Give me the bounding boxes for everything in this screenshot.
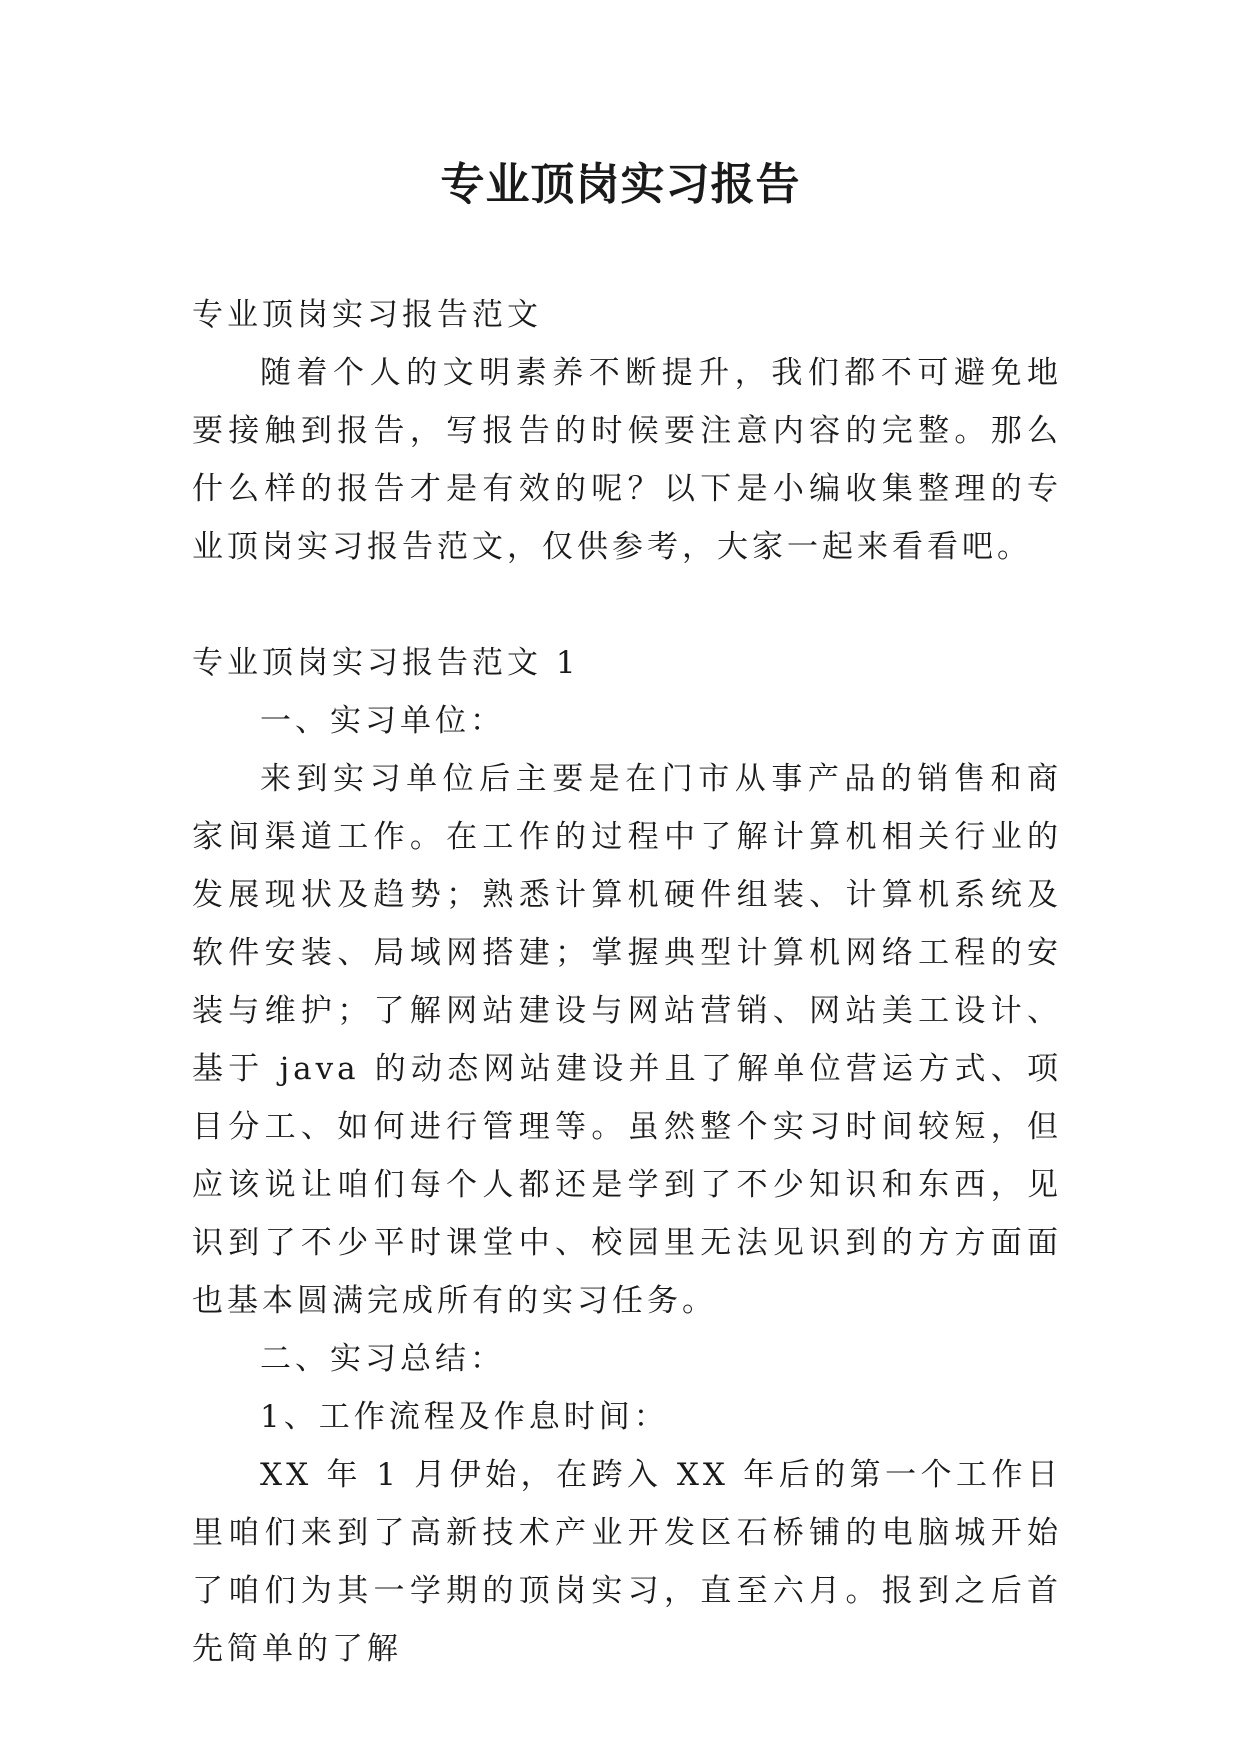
subsection-heading: 二、实习总结：	[260, 1341, 505, 1377]
body-paragraph: 来到实习单位后主要是在门市从事产品的销售和商家间渠道工作。在工作的过程中了解计算机相关行业的发展现状及趋势；熟悉计算机硬件组装、计算机系统及软件安装、局域网搭建；掌握典型计算机网络工程的安装与维护；了解网站建设与网站营销、网站美工设计、基于 java 的动态网站建设并且了解单位营运方式、项目分工、如何进行管理等。虽然整个实习时间较短，但应该说让咱们每个人都还是学到了不少知识和东西，见识到了不少平时课堂中、校园里无法见识到的方方面面也基本圆满完成所有的实习任务。	[192, 761, 1062, 1319]
body-paragraph: XX 年 1 月伊始，在跨入 XX 年后的第一个工作日里咱们来到了高新技术产业开发区石桥铺的电脑城开始了咱们为其一学期的顶岗实习，直至六月。报到之后首先简单的了解	[192, 1457, 1062, 1667]
document-title: 专业顶岗实习报告	[440, 159, 801, 210]
document-body	[192, 286, 1062, 1678]
intro-paragraph: 随着个人的文明素养不断提升，我们都不可避免地要接触到报告，写报告的时候要注意内容的完整。那么什么样的报告才是有效的呢？以下是小编收集整理的专业顶岗实习报告范文，仅供参考，大家一起来看看吧。	[192, 355, 1062, 565]
subsection-heading: 一、实习单位：	[260, 703, 505, 739]
subtitle-paragraph: 专业顶岗实习报告范文	[192, 297, 542, 333]
section-heading: 专业顶岗实习报告范文 1	[192, 645, 580, 681]
item-heading: 1、工作流程及作息时间：	[260, 1399, 669, 1435]
